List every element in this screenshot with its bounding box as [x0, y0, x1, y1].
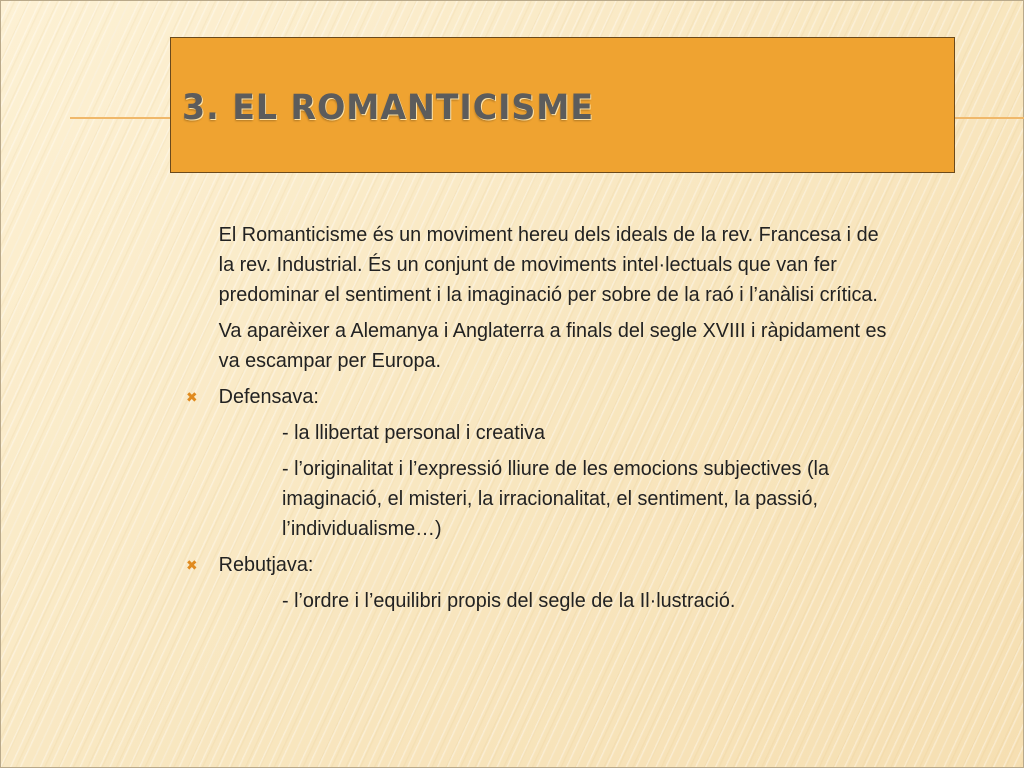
title-rule-left: [70, 117, 172, 119]
cross-bullet-icon: ✖: [186, 558, 198, 574]
cross-bullet-icon: ✖: [186, 390, 198, 406]
sub-item: - l’ordre i l’equilibri propis del segle de la Il·lustració.: [282, 590, 736, 612]
bullet-label: Rebutjava:: [218, 554, 314, 576]
title-box: [170, 37, 955, 173]
slide-title: 3. EL ROMANTICISME: [182, 88, 595, 128]
sub-item: - la llibertat personal i creativa: [282, 422, 546, 444]
intro-paragraph: El Romanticisme és un moviment hereu dels ideals de la rev. Francesa i de la rev. Industrial. És un conjunt de moviments intel·lectuals que van fer predominar el sentiment i la imaginació per sobre de la raó i l’anàlisi crítica.: [218, 224, 879, 306]
origin-paragraph: Va aparèixer a Alemanya i Anglaterra a finals del segle XVIII i ràpidament es va escampar per Europa.: [218, 320, 887, 372]
bullet-defensava: [186, 382, 899, 412]
sub-item: - l’originalitat i l’expressió lliure de les emocions subjectives (la imaginació, el misteri, la irracionalitat, el sentiment, la passió, l’individualisme…): [282, 458, 829, 540]
slide-content: [186, 220, 899, 622]
bullet-rebutjava: [186, 550, 899, 580]
title-rule-right: [955, 117, 1024, 119]
bullet-label: Defensava:: [218, 386, 319, 408]
